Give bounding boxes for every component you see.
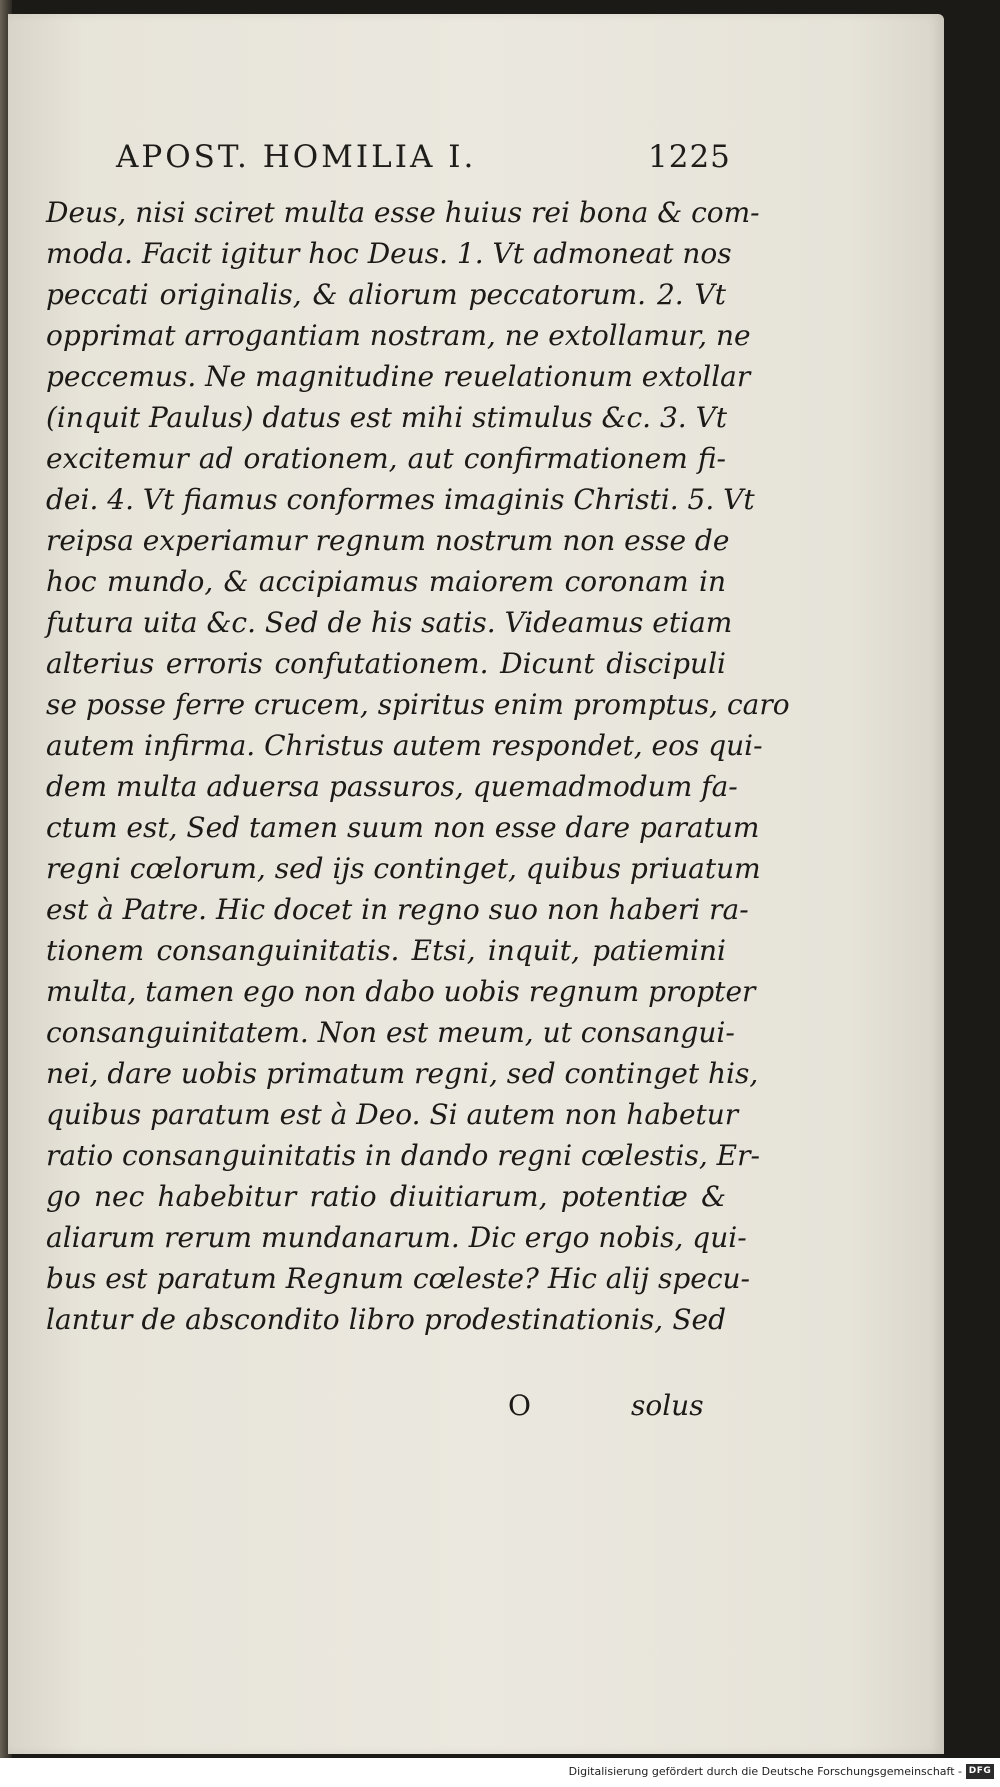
catchword-row (46, 1389, 726, 1433)
text-line: dei. 4. Vt fiamus conformes imaginis Christi. 5. Vt (46, 483, 755, 516)
text-line: est à Patre. Hic docet in regno suo non haberi ra- (46, 893, 749, 926)
text-line: lantur de abscondito libro prodestinationis, Sed (46, 1303, 726, 1336)
text-line: autem infirma. Christus autem respondet, eos qui- (46, 729, 763, 762)
footer-credit: Digitalisierung gefördert durch die Deutsche Forschungsgemeinschaft - (568, 1765, 962, 1778)
text-line: alterius erroris confutationem. Dicunt discipuli (46, 647, 726, 680)
text-line: ctum est, Sed tamen suum non esse dare paratum (46, 811, 760, 844)
text-line: hoc mundo, & accipiamus maiorem coronam in (46, 565, 726, 598)
text-line: (inquit Paulus) datus est mihi stimulus &c. 3. Vt (46, 401, 728, 434)
text-line: aliarum rerum mundanarum. Dic ergo nobis, qui- (46, 1221, 747, 1254)
text-line: opprimat arrogantiam nostram, ne extollamur, ne (46, 319, 751, 352)
text-line: consanguinitatem. Non est meum, ut consangui- (46, 1016, 735, 1049)
text-line: regni cœlorum, sed ijs continget, quibus priuatum (46, 852, 761, 885)
text-line: moda. Facit igitur hoc Deus. 1. Vt admoneat nos (46, 237, 732, 270)
text-line: se posse ferre crucem, spiritus enim promptus, caro (46, 688, 790, 721)
text-line: excitemur ad orationem, aut confirmationem fi- (46, 442, 726, 475)
text-line: peccati originalis, & aliorum peccatorum. 2. Vt (46, 278, 726, 311)
text-line: nei, dare uobis primatum regni, sed continget his, (46, 1057, 759, 1090)
text-line: reipsa experiamur regnum nostrum non esse de (46, 524, 730, 557)
running-head: APOST. HOMILIA I. (116, 139, 477, 175)
signature-mark: O (508, 1389, 531, 1422)
text-line: dem multa aduersa passuros, quemadmodum fa- (46, 770, 738, 803)
catchword: solus (631, 1389, 704, 1422)
body-text (46, 192, 790, 1340)
footer-bar (0, 1758, 1000, 1787)
text-line: go nec habebitur ratio diuitiarum, potentiæ & (46, 1180, 726, 1213)
book-page (8, 14, 944, 1754)
text-line: peccemus. Ne magnitudine reuelationum extollar (46, 360, 751, 393)
text-line: quibus paratum est à Deo. Si autem non habetur (46, 1098, 739, 1131)
text-line: ratio consanguinitatis in dando regni cœlestis, Er- (46, 1139, 760, 1172)
text-line: multa, tamen ego non dabo uobis regnum propter (46, 975, 756, 1008)
page-number: 1225 (648, 139, 731, 175)
text-line: tionem consanguinitatis. Etsi, inquit, patiemini (46, 934, 726, 967)
text-line: futura uita &c. Sed de his satis. Videamus etiam (46, 606, 733, 639)
text-line: Deus, nisi sciret multa esse huius rei bona & com- (46, 196, 760, 229)
dfg-logo: DFG (966, 1764, 994, 1779)
text-line: bus est paratum Regnum cœleste? Hic alij specu- (46, 1262, 751, 1295)
